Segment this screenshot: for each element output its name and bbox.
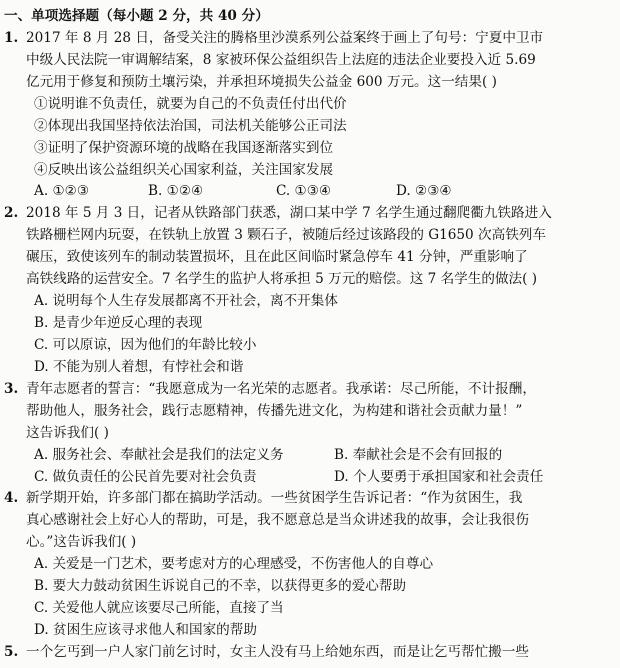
question-3-line-1: 青年志愿者的誓言：“我愿意成为一名光荣的志愿者。我承诺：尽己所能，不计报酬， [26,380,536,397]
question-1-line-2: 中级人民法院一审调解结案，8 家被环保公益组织告上法庭的违法企业要投入近 5.69 [26,51,536,68]
question-3-option-d: D. 个人要勇于承担国家和社会责任 [334,468,544,485]
question-2-line-4: 高铁线路的运营安全。7 名学生的监护人将承担 5 万元的赔偿。这 7 名学生的做法( ) [26,271,538,288]
question-1-statement-3: ③证明了保护资源环境的战略在我国逐渐落实到位 [34,139,334,156]
question-1-option-c: C. ①③④ [276,183,332,200]
question-1-statement-2: ②体现出我国坚持依法治国，司法机关能够公正司法 [34,117,347,134]
question-2-line-3: 碾压，致使该列车的制动装置损坏，且在此区间临时紧急停车 41 分钟，严重影响了 [26,249,528,266]
question-2-option-a: A. 说明每个人生存发展都离不开社会，离不开集体 [34,293,338,310]
question-4-option-d: D. 贫困生应该寻求他人和国家的帮助 [34,622,257,639]
question-5-line-1: 一个乞丐到一户人家门前乞讨时，女主人没有马上给她东西，而是让乞丐帮忙搬一些 [26,644,529,660]
question-1-line-1: 2017 年 8 月 28 日，备受关注的腾格里沙漠系列公益案终于画上了句号：宁夏中卫市 [26,29,544,46]
question-3-number: 3. [4,380,19,397]
question-4-option-a: A. 关爱是一门艺术，要考虑对方的心理感受，不伤害他人的自尊心 [34,556,434,573]
question-2-line-1: 2018 年 5 月 3 日，记者从铁路部门获悉，湖口某中学 7 名学生通过翻爬衢九铁路进入 [26,205,552,222]
question-3-option-b: B. 奉献社会是不会有回报的 [334,446,503,463]
question-1-statement-1: ①说明谁不负责任，就要为自己的不负责任付出代价 [34,95,347,112]
question-2-option-d: D. 不能为别人着想，有悖社会和谐 [34,358,244,375]
question-2-number: 2. [4,205,19,222]
question-4-line-3: 心。”这告诉我们( ) [26,534,137,551]
question-5-number: 5. [4,644,19,660]
question-3-option-a: A. 服务社会、奉献社会是我们的法定义务 [34,446,284,463]
question-2-option-b: B. 是青少年逆反心理的表现 [34,315,203,332]
question-4-line-1: 新学期开始，许多部门都在搞助学活动。一些贫困学生告诉记者：“作为贫困生，我 [26,490,523,507]
question-1-option-b: B. ①②④ [148,183,204,200]
question-2-line-2: 铁路栅栏网内玩耍，在铁轨上放置 3 颗石子，被随后经过该路段的 G1650 次高铁列车 [26,227,546,244]
question-3-option-c: C. 做负责任的公民首先要对社会负责 [34,468,257,485]
question-1-option-a: A. ①②③ [34,183,90,200]
question-4-option-b: B. 要大力鼓动贫困生诉说自己的不幸，以获得更多的爱心帮助 [34,578,407,595]
question-1-number: 1. [4,29,19,46]
question-1-line-3: 亿元用于修复和预防土壤污染，并承担环境损失公益金 600 万元。这一结果( ) [26,73,497,90]
question-3-line-3: 这告诉我们( ) [26,424,109,441]
question-1-option-d: D. ②③④ [396,183,452,200]
question-4-option-c: C. 关爱他人就应该要尽己所能，直接了当 [34,600,284,617]
section-title: 一、单项选择题（每小题 2 分，共 40 分） [4,8,269,24]
question-2-option-c: C. 可以原谅，因为他们的年龄比较小 [34,336,257,353]
question-4-number: 4. [4,490,19,507]
question-1-statement-4: ④反映出该公益组织关心国家利益，关注国家发展 [34,161,334,178]
question-3-line-2: 帮助他人，服务社会，践行志愿精神，传播先进文化，为构建和谐社会贡献力量！” [26,402,523,419]
question-4-line-2: 真心感谢社会上好心人的帮助，可是，我不愿意总是当众讲述我的故事，会让我很伤 [26,512,529,529]
